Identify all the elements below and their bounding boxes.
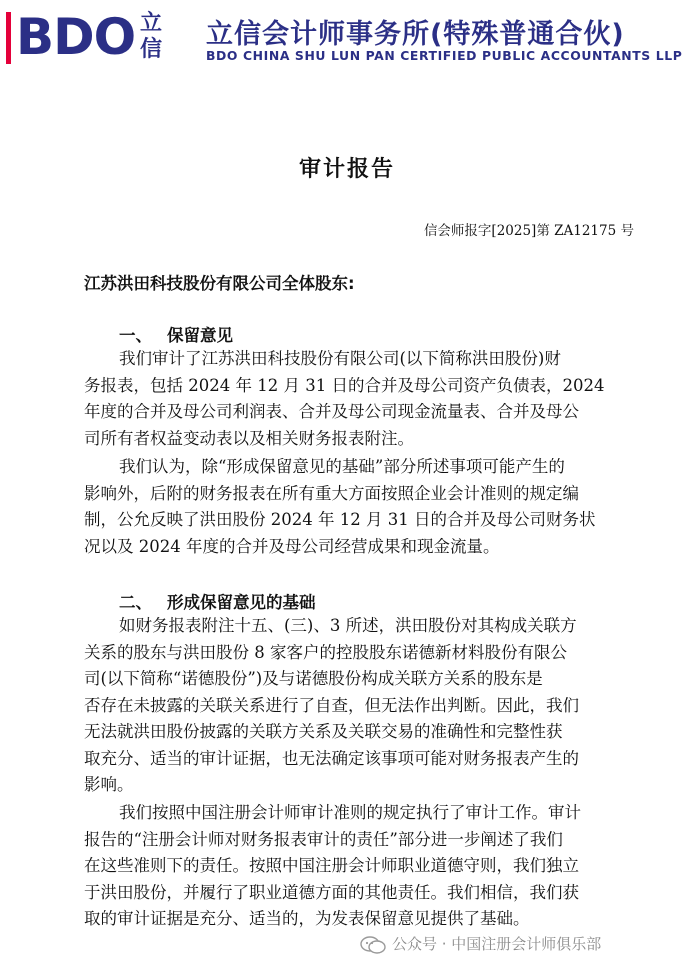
section-title: 保留意见 (167, 326, 233, 345)
text-line: 务报表，包括 2024 年 12 月 31 日的合并及母公司资产负债表，2024 (84, 375, 605, 395)
text-line: 司所有者权益变动表以及相关财务报表附注。 (84, 428, 414, 448)
text-line: 影响。 (84, 775, 134, 794)
text-line: 年度的合并及母公司利润表、合并及母公司现金流量表、合并及母公 (84, 402, 579, 421)
logo-chinese-chars: 立信 (140, 10, 163, 62)
text-line: 否存在未披露的关联关系进行了自查，但无法作出判断。因此，我们 (84, 695, 579, 715)
paragraph (84, 454, 640, 560)
text-line: 我们审计了江苏洪田科技股份有限公司(以下简称洪田股份)财 (119, 349, 561, 368)
logo-text: BDO (16, 8, 136, 66)
firm-name-english: BDO CHINA SHU LUN PAN CERTIFIED PUBLIC ACCOUNTANTS LLP (206, 48, 683, 63)
text-line: 影响外，后附的财务报表在所有重大方面按照企业会计准则的规定编 (84, 483, 579, 503)
logo-red-bar (6, 12, 11, 64)
section-number: 二、 (119, 593, 152, 612)
text-line: 司(以下简称“诺德股份”)及与诺德股份构成关联方关系的股东是 (84, 669, 543, 688)
text-line: 无法就洪田股份披露的关联方关系及关联交易的准确性和完整性获 (84, 722, 563, 741)
text-line: 在这些准则下的责任。按照中国注册会计师职业道德守则，我们独立 (84, 856, 579, 875)
section-number: 一、 (119, 326, 152, 345)
watermark-text: 公众号 · 中国注册会计师俱乐部 (392, 935, 602, 953)
text-line: 于洪田股份，并履行了职业道德方面的其他责任。我们相信，我们获 (84, 882, 579, 902)
text-line: 报告的“注册会计师对财务报表审计的责任”部分进一步阐述了我们 (84, 829, 563, 849)
addressee: 江苏洪田科技股份有限公司全体股东: (84, 274, 355, 293)
report-number: 信会师报字[2025]第 ZA12175 号 (423, 223, 634, 239)
text-line: 制，公允反映了洪田股份 2024 年 12 月 31 日的合并及母公司财务状 (84, 510, 596, 529)
text-line: 况以及 2024 年度的合并及母公司经营成果和现金流量。 (84, 536, 500, 556)
bdo-logo (6, 8, 206, 66)
paragraph (84, 346, 640, 452)
text-line: 取充分、适当的审计证据，也无法确定该事项可能对财务报表产生的 (84, 748, 579, 768)
firm-name-chinese: 立信会计师事务所(特殊普通合伙) (206, 19, 625, 50)
document-title: 审计报告 (298, 157, 395, 182)
paragraph (84, 613, 640, 799)
text-line: 取的审计证据是充分、适当的，为发表保留意见提供了基础。 (84, 909, 530, 928)
text-line: 我们认为，除“形成保留意见的基础”部分所述事项可能产生的 (119, 457, 565, 476)
section-title: 形成保留意见的基础 (167, 593, 316, 612)
wechat-watermark (360, 933, 601, 954)
wechat-icon (360, 936, 386, 954)
section-heading-basis (119, 589, 316, 613)
paragraph (84, 800, 640, 933)
section-heading-opinion (119, 322, 233, 346)
text-line: 关系的股东与洪田股份 8 家客户的控股股东诺德新材料股份有限公 (84, 642, 567, 662)
text-line: 我们按照中国注册会计师审计准则的规定执行了审计工作。审计 (119, 803, 581, 822)
letterhead (0, 0, 694, 76)
text-line: 如财务报表附注十五、(三)、3 所述，洪田股份对其构成关联方 (119, 616, 577, 635)
